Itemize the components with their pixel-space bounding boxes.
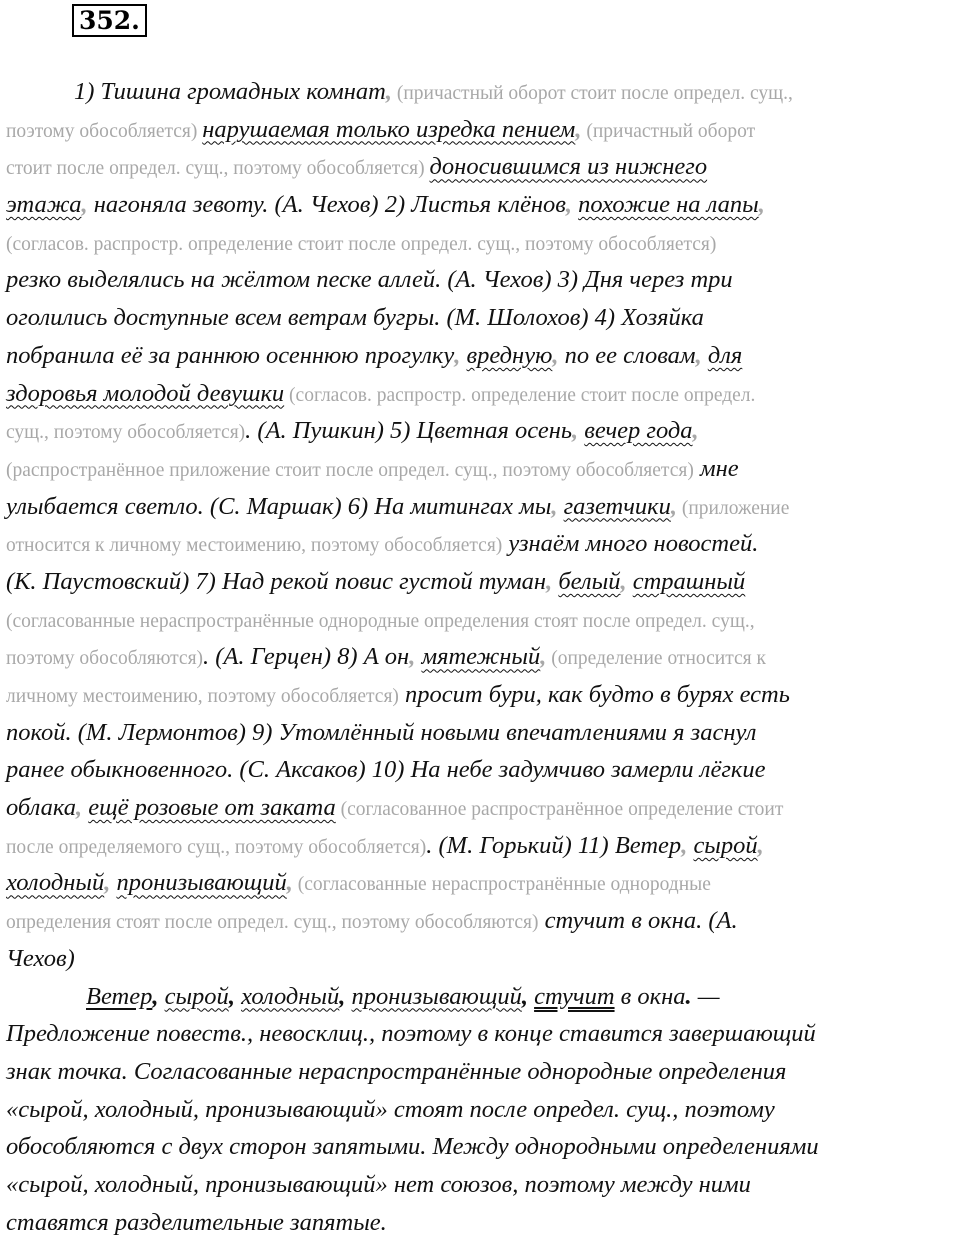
apposition: газетчики xyxy=(563,492,671,520)
sentence-text: нагоняла зевоту. (А. Чехов) 2) Листья клёнов xyxy=(87,191,566,219)
text-line xyxy=(6,493,960,531)
text-line xyxy=(6,568,960,606)
sentence-text: улыбается светло. (С. Маршак) 6) На митингах мы xyxy=(6,492,552,520)
sentence-text: узнаём много новостей. xyxy=(502,530,759,558)
text-line xyxy=(6,266,960,304)
isolated-definition: здоровья молодой девушки xyxy=(6,379,285,407)
participial-phrase: этажа xyxy=(6,191,82,219)
text-line xyxy=(6,1096,960,1134)
comma-mark: , xyxy=(575,115,582,143)
comma-mark: , xyxy=(521,982,528,1010)
sentence-text: ранее обыкновенного. (С. Аксаков) 10) На небе задумчиво замерли лёгкие xyxy=(6,756,766,784)
comma-mark: , xyxy=(692,417,699,445)
explanation-text: обособляются с двух сторон запятыми. Между однородными определениями xyxy=(6,1133,819,1161)
comma-mark: , xyxy=(572,417,579,445)
grammar-comment: после определяемого сущ., поэтому обособляется) xyxy=(6,836,427,858)
sentence-text: побранила её за раннюю осеннюю прогулку xyxy=(6,341,455,369)
comma-mark: , xyxy=(409,643,416,671)
sentence-text: по ее словам xyxy=(558,341,696,369)
text-line xyxy=(6,794,960,832)
text-line xyxy=(6,1209,960,1246)
explanation-text: знак точка. Согласованные нераспространённые однородные определения xyxy=(6,1057,787,1085)
grammar-comment: (согласованное распространённое определение стоит xyxy=(335,799,784,821)
grammar-comment: относится к личному местоимению, поэтому обособляется) xyxy=(6,535,503,557)
text-line xyxy=(6,191,960,229)
comma-mark: , xyxy=(228,982,235,1010)
sentence-text: . (А. Пушкин) 5) Цветная осень xyxy=(245,417,573,445)
explanation-text: Предложение повеств., невосклиц., поэтому в конце ставится завершающий xyxy=(6,1020,816,1048)
isolated-definition: для xyxy=(707,341,743,369)
apposition: вечер года xyxy=(584,417,693,445)
text-line xyxy=(6,681,960,719)
predicate: стучит xyxy=(534,982,615,1010)
text-line xyxy=(6,78,960,116)
comma-mark: , xyxy=(75,794,83,822)
text-line xyxy=(6,1171,960,1209)
text-line xyxy=(6,945,960,983)
text-line xyxy=(6,1058,960,1096)
grammar-comment: определения стоят после определ. сущ., поэтому обособляются) xyxy=(6,912,539,934)
grammar-comment: (приложение xyxy=(677,497,790,519)
grammar-comment: стоит после определ. сущ., поэтому обособляется) xyxy=(6,158,430,180)
homogeneous-definition: пронизывающий xyxy=(351,982,522,1010)
comma-mark: , xyxy=(152,982,159,1010)
grammar-comment: (согласованные нераспространённые однородные xyxy=(292,874,711,896)
grammar-comment: (согласов. распростр. определение стоит после определ. xyxy=(284,384,756,406)
text-line xyxy=(6,606,960,644)
participial-phrase: нарушаемая только изредка пением xyxy=(202,115,576,143)
sentence-text: в окна xyxy=(614,982,686,1010)
isolated-definition: вредную xyxy=(466,341,553,369)
explanation-text: «сырой, холодный, пронизывающий» стоят после определ. сущ., поэтому xyxy=(6,1095,775,1123)
exercise-number: 352. xyxy=(72,4,147,37)
isolated-definition: ещё розовые от заката xyxy=(88,794,336,822)
comma-mark: , xyxy=(339,982,346,1010)
homogeneous-definition: белый xyxy=(558,567,621,595)
comma-mark: , xyxy=(757,831,764,859)
comma-mark: , xyxy=(758,191,765,219)
comma-mark: , xyxy=(681,831,688,859)
grammar-comment: поэтому обособляются) xyxy=(6,648,204,670)
explanation-text: ставятся разделительные запятые. xyxy=(6,1208,387,1236)
grammar-comment: (согласованные нераспространённые однородные определения стоят после определ. сущ., xyxy=(6,610,755,632)
grammar-comment: личному местоимению, поэтому обособляется) xyxy=(6,686,399,707)
sentence-text: . (А. Герцен) 8) А он xyxy=(203,643,410,671)
parsed-sentence xyxy=(6,983,960,1021)
text-line xyxy=(6,1133,960,1171)
text-line xyxy=(6,907,960,945)
grammar-comment: (причастный оборот стоит после определ. сущ., xyxy=(391,83,793,104)
text-line xyxy=(6,1020,960,1058)
comma-mark: , xyxy=(551,492,558,520)
grammar-comment: сущ., поэтому обособляется) xyxy=(6,422,246,444)
explanation-text: «сырой, холодный, пронизывающий» нет союзов, поэтому между ними xyxy=(6,1170,751,1198)
comma-mark: , xyxy=(540,643,547,671)
comma-mark: , xyxy=(81,191,88,219)
sentence-text: — xyxy=(691,982,720,1010)
sentence-text: оголились доступные всем ветрам бугры. (М. Шолохов) 4) Хозяйка xyxy=(6,304,704,332)
sentence-text: резко выделялись на жёлтом песке аллей. (А. Чехов) 3) Дня через три xyxy=(6,266,733,294)
comma-mark: , xyxy=(286,869,293,897)
sentence-text: покой. (М. Лермонтов) 9) Утомлённый новыми впечатлениями я заснул xyxy=(6,718,757,746)
comma-mark: , xyxy=(620,567,627,595)
text-line xyxy=(6,153,960,191)
period-mark: . xyxy=(685,982,692,1010)
grammar-comment: (причастный оборот xyxy=(581,120,756,142)
sentence-text: мне xyxy=(693,454,739,482)
comma-mark: , xyxy=(385,78,392,105)
comma-mark: , xyxy=(670,492,677,520)
homogeneous-definition: сырой xyxy=(164,982,229,1010)
participial-phrase: доносившимся из нижнего xyxy=(429,153,708,181)
isolated-definition: мятежный xyxy=(421,643,541,671)
comma-mark: , xyxy=(454,341,461,369)
subject: Ветер xyxy=(86,982,153,1010)
sentence-text: просит бури, как будто в бурях есть xyxy=(398,681,790,708)
grammar-comment: (согласов. распростр. определение стоит после определ. сущ., поэтому обособляется) xyxy=(6,233,717,255)
text-line xyxy=(6,455,960,493)
comma-mark: , xyxy=(552,341,559,369)
text-line xyxy=(6,380,960,418)
homogeneous-definition: пронизывающий xyxy=(116,869,287,897)
text-line xyxy=(6,417,960,455)
text-line xyxy=(6,832,960,870)
homogeneous-definition: сырой xyxy=(693,831,758,859)
text-line xyxy=(6,756,960,794)
sentence-text: (К. Паустовский) 7) Над рекой повис густой туман xyxy=(6,567,547,595)
comma-mark: , xyxy=(104,869,111,897)
text-line xyxy=(6,304,960,342)
sentence-text: стучит в окна. (А. xyxy=(538,907,738,935)
comma-mark: , xyxy=(695,341,702,369)
text-line xyxy=(6,342,960,380)
grammar-comment: (определение относится к xyxy=(546,648,766,670)
isolated-definition: похожие на лапы xyxy=(578,191,759,219)
exercise-answer-text xyxy=(6,78,960,1246)
text-line xyxy=(6,530,960,568)
sentence-text: 1) Тишина громадных комнат xyxy=(74,78,386,105)
text-line xyxy=(6,643,960,681)
comma-mark: , xyxy=(565,191,572,219)
text-line xyxy=(6,229,960,267)
sentence-text: облака xyxy=(6,794,76,822)
text-line xyxy=(6,116,960,154)
text-line xyxy=(6,719,960,757)
grammar-comment: (распространённое приложение стоит после определ. сущ., поэтому обособляется) xyxy=(6,459,694,481)
grammar-comment: поэтому обособляется) xyxy=(6,120,203,142)
homogeneous-definition: страшный xyxy=(632,567,746,595)
sentence-text: . (М. Горький) 11) Ветер xyxy=(426,831,682,859)
text-line xyxy=(6,869,960,907)
homogeneous-definition: холодный xyxy=(6,869,105,897)
homogeneous-definition: холодный xyxy=(241,982,340,1010)
comma-mark: , xyxy=(546,567,553,595)
sentence-text: Чехов) xyxy=(6,944,75,972)
